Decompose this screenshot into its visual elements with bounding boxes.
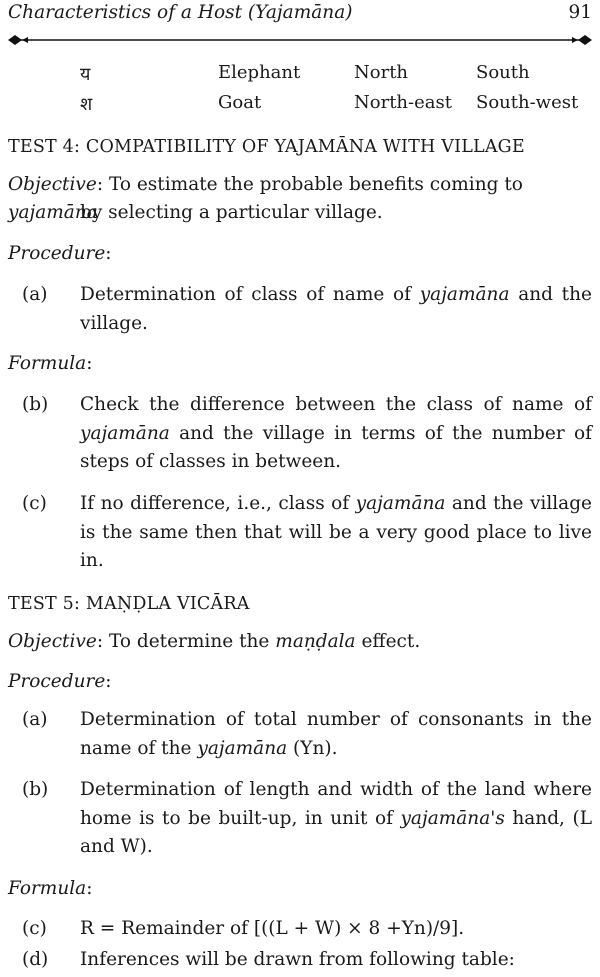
test5-heading: TEST 5: MAṆḌLA VICĀRA (8, 594, 250, 614)
test4-item-a: Determination of class of name of yajamāna and the village. (80, 284, 592, 334)
running-title: Characteristics of a Host (Yajamāna) (8, 2, 353, 23)
letter-cell: श (80, 94, 93, 115)
formula-label: Formula: (8, 353, 93, 374)
running-header (6, 2, 594, 30)
table-row (80, 92, 600, 122)
test5-item-c: R = Remainder of [((L + W) × 8 +Yn)/9]. (80, 918, 465, 939)
objective-text-a: To estimate the probable benefits coming to (108, 174, 523, 195)
test4-objective: Objective: To estimate the probable benefits coming to yajamāna (8, 174, 523, 223)
page-number: 91 (568, 2, 592, 23)
test4-heading: TEST 4: COMPATIBILITY OF YAJAMĀNA WITH VILLAGE (8, 137, 525, 157)
item-label: (d) (22, 949, 49, 970)
item-label: (b) (22, 779, 49, 800)
term-mandala: maṇḍala (275, 631, 356, 652)
direction-cell: South-west (476, 92, 579, 113)
direction-cell: North-east (354, 92, 452, 113)
table-row (80, 62, 600, 92)
test5-item-d: Inferences will be drawn from following table: (80, 949, 515, 970)
test4-item-c: If no difference, i.e., class of yajamāna and the village is the same then that will be a very good place to live in. (80, 493, 592, 571)
formula-label: Formula: (8, 878, 93, 899)
test4-objective-cont: by selecting a particular village. (80, 202, 383, 223)
animal-cell: Goat (218, 92, 262, 113)
objective-label: Objective (8, 174, 97, 195)
letter-cell: य (80, 64, 91, 85)
test5-item-b: Determination of length and width of the land where home is to be built-up, in unit of yajamāna's hand, (L and W). (80, 779, 592, 857)
item-label: (c) (22, 918, 47, 939)
direction-cell: North (354, 62, 409, 83)
direction-cell: South (476, 62, 530, 83)
item-label: (a) (22, 284, 48, 305)
header-rule-ornament (6, 33, 594, 47)
test5-objective: Objective: To determine the maṇḍala effect. (8, 631, 421, 652)
direction-table (80, 62, 600, 122)
procedure-label: Procedure: (8, 671, 112, 692)
term-yajamana: yajamāna (8, 202, 98, 223)
item-label: (a) (22, 709, 48, 730)
item-label: (c) (22, 493, 47, 514)
procedure-label: Procedure: (8, 243, 112, 264)
item-label: (b) (22, 394, 49, 415)
animal-cell: Elephant (218, 62, 301, 83)
test4-item-b: Check the difference between the class of name of yajamāna and the village in terms of the number of steps of classes in between. (80, 394, 592, 472)
test5-item-a: Determination of total number of consonants in the name of the yajamāna (Yn). (80, 709, 592, 759)
